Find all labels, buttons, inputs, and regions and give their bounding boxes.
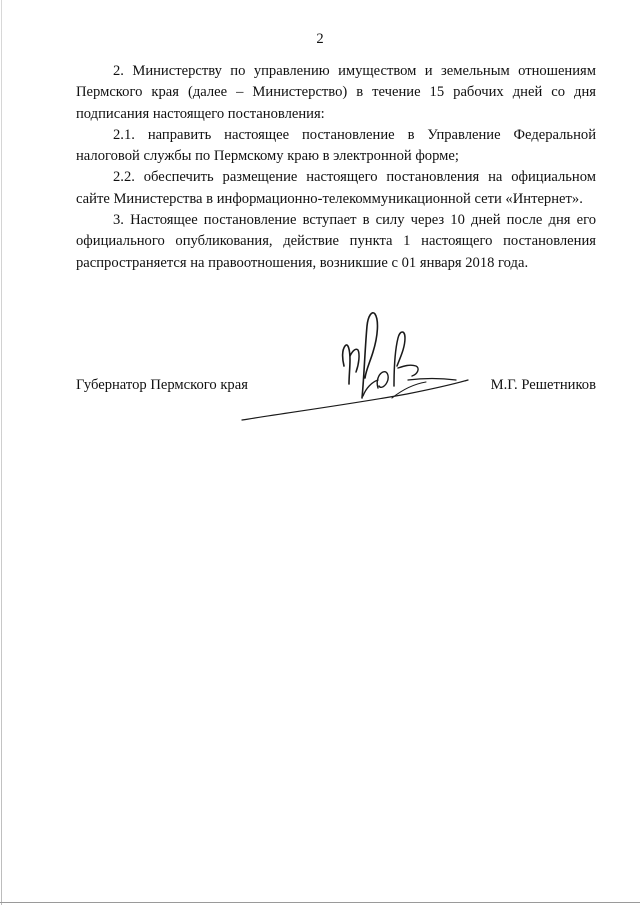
handwritten-signature <box>232 308 490 426</box>
paragraph-2: 2. Министерству по управлению имуществом и земельным отношениям Пермского края (далее – Министерство) в течение 15 рабочих дней со дня подписания настоящего постановления: <box>76 63 596 122</box>
document-body <box>76 61 596 274</box>
signatory-name: М.Г. Решетников <box>490 377 596 393</box>
page-number: 2 <box>316 31 324 47</box>
signature-block <box>76 375 596 397</box>
signatory-position: Губернатор Пермского края <box>76 377 248 393</box>
paragraph-3: 3. Настоящее постановление вступает в силу через 10 дней после дня его официального опубликования, действие пункта 1 настоящего постановления распространяется на правоотношения, возникшие с 01 января 2018 года. <box>76 212 596 271</box>
paragraph-2-2: 2.2. обеспечить размещение настоящего постановления на официальном сайте Министерства в информационно-телекоммуникационной сети «Интернет». <box>76 169 596 207</box>
scan-edge-bottom <box>0 902 640 903</box>
scan-edge-left <box>1 0 2 905</box>
paragraph-2-1: 2.1. направить настоящее постановление в Управление Федеральной налоговой службы по Пермскому краю в электронной форме; <box>76 126 596 165</box>
